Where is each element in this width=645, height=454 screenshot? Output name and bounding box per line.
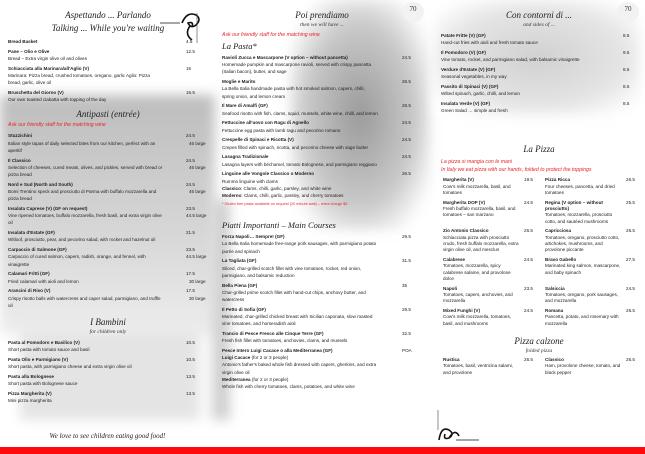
pizza-description: Tomatoes, capers, anchovies, and mozzarella	[443, 291, 513, 304]
pizza-description: Cow's milk mozzarella, tomatoes, basil, and mushrooms	[443, 314, 512, 326]
variant-label: Luigi Cacace	[222, 355, 251, 361]
item-description: Crispy risotto balls with watercress and caper salad, parmigiano, and truffle oil	[8, 295, 161, 308]
menu-item	[222, 347, 422, 390]
pizza-price: 26.5	[626, 177, 635, 183]
menu-item	[8, 157, 208, 179]
item-price: 24.5	[186, 181, 195, 187]
menu-item	[8, 65, 208, 87]
item-name: Bruschetta del Giorno (V)	[8, 90, 64, 95]
large-label: large	[195, 164, 206, 170]
item-variant	[222, 192, 422, 199]
pizza-price: 25.5	[626, 199, 635, 205]
item-price: 24.5	[402, 137, 411, 143]
item-description: Fresh fish fillet with tomatoes, anchovies, clams, and mussels	[222, 338, 348, 344]
menu-item	[8, 339, 208, 353]
pizza-price: 24.5	[524, 256, 533, 262]
item-price: 24.5	[402, 154, 411, 160]
item-large-price: 44.5 large	[186, 254, 207, 260]
section-subtitle: Talking ... While you're waiting	[51, 23, 165, 33]
mains-list	[222, 233, 422, 390]
variant-text: Whole fish with cherry tomatoes, clams, potatoes, and white wine	[222, 384, 355, 390]
menu-item	[8, 181, 208, 203]
pizza-description: Fresh buffalo mozzarella, basil, and tomatoes – san marzano	[443, 206, 516, 218]
item-description: Seafood risotto with fish, clams, squid, mussels, white wine, chilli, and lemon	[222, 110, 378, 116]
column-starters	[8, 10, 208, 407]
item-description: Hand-cut fries with aioli and fresh tomato sauce	[441, 40, 538, 46]
menu-item	[222, 102, 422, 116]
item-description: Bomi Trentino speck and prosciutto di Parma with buffalo mozzarella and pizza bread	[8, 189, 157, 202]
item-name: Pesce Intero Luigi Cacace o alla Mediterranea (GF)	[222, 348, 333, 354]
pizza-description: Four cheeses, pancetta, and dried tomatoes	[545, 183, 615, 196]
item-price: 12.5	[186, 48, 195, 54]
pizza-name: Pizza Ricca	[545, 177, 571, 183]
footer-tagline: We love to see children eating good food!	[49, 432, 166, 440]
pizza-name: Salsiccia	[545, 285, 565, 291]
pizza-description: Marinated king salmon, mascarpone, and baby spinach	[545, 263, 621, 275]
item-description: Short pasta with tomato sauce and basil	[8, 347, 90, 353]
item-description: Carpaccio of cured salmon, capers, radish, orange, and fennel, with vinaigrette	[8, 254, 146, 267]
pizza-description: Tomatoes, mozzarella, spicy calabrese salame, and provolone dolce	[443, 263, 511, 282]
item-name: Nord e Sud (North and South)	[8, 181, 73, 187]
menu-item	[8, 287, 208, 309]
item-name: Moglie e Marito	[222, 79, 256, 85]
menu-item	[441, 83, 637, 97]
item-description: Mini pizza margherita	[8, 398, 52, 404]
item-name: Crespelle di Spinaci e Ricotta (V)	[222, 137, 294, 143]
section-subtitle: and sides of ...	[523, 22, 555, 28]
menu-item	[8, 270, 208, 284]
item-name: Pizza Margherita (V)	[8, 391, 52, 397]
calzone-grid	[443, 357, 637, 379]
item-description: Bread – Extra virgin olive oil and olives	[8, 56, 87, 61]
item-name: Fettuccine all'uovo con Ragu di Agnello	[222, 120, 309, 126]
item-large-price: 46 large	[189, 189, 206, 194]
menu-item	[222, 330, 422, 344]
item-name: Arancini di Riso (V)	[8, 288, 51, 294]
menu-item	[222, 54, 422, 76]
item-name: Il Mare di Amalfi (GF)	[222, 103, 268, 109]
pizza-item	[443, 228, 535, 254]
menu-item	[441, 49, 637, 63]
calzone-subtitle: folded pizza	[525, 347, 553, 354]
item-description: La Bella Italia handmade pasta with hot smoked salmon, capers, chilli, spring onion, and lemon cream	[222, 86, 365, 99]
pizza-name: Napoli	[443, 285, 458, 291]
variant-text: Antonio's father's baked whole fish dressed with capers, gherkins, and extra virgin olive oil	[222, 362, 377, 375]
item-description: Fried calamari with aioli and lemon	[8, 278, 79, 284]
wine-note: Ask our friendly staff for the matching wine	[8, 122, 106, 129]
item-name: Stuzzichini	[8, 133, 32, 139]
item-description: Our own toasted ciabatta with topping of the day	[8, 97, 107, 103]
menu-item	[222, 119, 422, 133]
item-description: Homemade pumpkin and mascarpone ravioli, served with crispy pancetta (Italian bacon), butter, and sage	[222, 62, 372, 75]
menu-item	[8, 356, 208, 370]
pizza-name: Classico	[545, 356, 564, 362]
pizza-price: 26.5	[626, 228, 635, 234]
pizza-price: 24.5	[626, 285, 635, 291]
item-description: Crepes filled with spinach, ricotta, and pecorino cheese with sage butter	[222, 144, 369, 150]
item-name: Bread Basket	[8, 39, 38, 44]
pizza-item	[545, 200, 637, 226]
pizza-name: Margherita (V)	[443, 177, 474, 183]
item-price: 23.5	[186, 247, 195, 253]
item-name: Il Petto di Sofia (GF)	[222, 306, 266, 312]
item-name: Calamari Fritti (GF)	[8, 271, 50, 277]
pasta-list	[222, 54, 422, 199]
item-description: Witloof, prosciutto, pear, and pecorino salad, with rocket and hazelnut oil	[8, 237, 156, 243]
item-description: Lasagna layers with béchamel, tomato Bolognese, and parmigiano reggiano	[222, 161, 377, 167]
item-price: 26.5	[402, 171, 411, 177]
variant-label: Classico	[222, 185, 241, 191]
item-name: Schiacciata alla Marinara/all'Aglio (V)	[8, 65, 90, 71]
item-description: Marinated, char-grilled chicked breast with Sicilian caponata, slow roasted vine tomatoes, and horseradish aioli	[222, 314, 373, 327]
item-name: Bella Piena (GF)	[222, 282, 258, 288]
item-price: 8.5	[623, 67, 630, 72]
pizza-name: Bravo Gabello	[545, 256, 577, 262]
section-subtitle: then we will have ...	[300, 22, 344, 28]
item-name: Insalata Caprese (V) (GF on request)	[8, 206, 88, 212]
pizza-name: Margherita DOP (V)	[443, 199, 486, 205]
large-label: large	[195, 278, 206, 284]
menu-item	[222, 257, 422, 279]
variant-text: (for 2 or 3 people)	[250, 355, 289, 361]
item-price: 21.5	[186, 230, 195, 236]
bambini-title: I Bambini	[90, 317, 126, 328]
menu-item	[8, 373, 208, 387]
pizza-price: 19.5	[524, 177, 533, 183]
item-description: Seasonal vegetables, in my way	[441, 74, 507, 80]
item-variant	[222, 361, 422, 375]
item-price: 24.5	[186, 157, 195, 163]
item-price: 13.5	[186, 374, 195, 380]
pizza-price: 27.5	[626, 256, 635, 262]
item-name: Pasta alla Bolognese	[8, 374, 54, 380]
pizza-price: 24.5	[524, 199, 533, 205]
item-description: Vine tomato, rocket, and parmigiano salad, with balsamic vinaigrette	[441, 57, 580, 63]
pizza-description: Tomatoes, mozzarella, prosciutto cotto, and sautéed mushrooms	[545, 212, 613, 224]
large-label: large	[196, 254, 207, 260]
item-variant	[222, 354, 422, 361]
large-label: large	[195, 140, 206, 146]
pizza-price: 26.5	[524, 356, 533, 362]
item-large-price: 30 large	[189, 295, 206, 301]
large-label: large	[195, 189, 206, 194]
pizza-item	[545, 357, 637, 376]
item-large-price: 46 large	[189, 140, 206, 146]
pizza-description: Tomatoes, oregano, pork sausages, and mozzarella	[545, 291, 619, 304]
pizza-item	[443, 286, 535, 305]
pizza-item	[545, 228, 637, 254]
bottom-red-band	[0, 447, 645, 454]
antipasti-list	[8, 132, 208, 309]
item-price: 15	[186, 65, 192, 71]
pizza-price: 24.5	[524, 307, 533, 313]
pizza-price: 26.5	[626, 307, 635, 313]
item-description: Vine ripened tomatoes, buffalo mozzarella, fresh basil, and extra virgin olive oil	[8, 213, 162, 226]
menu-item	[222, 170, 422, 199]
item-description: La Bella Italia homemade free-range pork sausages, with parmigiano potato purée and spinach	[222, 241, 377, 254]
pizza-price: 26.5	[626, 356, 635, 362]
section-title: Aspettando ... Parlando	[65, 10, 151, 20]
item-large-price: 44.5 large	[186, 213, 207, 219]
wine-note: Ask our friendly staff for the matching wine	[222, 32, 320, 38]
item-name: Ravioli Zucca e Mascarpone (V option – without pancetta)	[222, 55, 348, 60]
variant-text: (for 2 or 3 people)	[250, 376, 289, 382]
menu-item	[8, 205, 208, 227]
bambini-list	[8, 339, 208, 404]
item-large-price: 30 large	[189, 278, 206, 284]
antipasti-title: Antipasti (entrée)	[76, 109, 140, 120]
item-large-price: 46 large	[189, 164, 206, 170]
item-price: 8.5	[623, 84, 630, 89]
pizza-item	[443, 308, 535, 327]
item-description: Marinara: Pizza bread, crushed tomatoes, oregano, garlic Aglio: Pizza bread, garlic, olive oil	[8, 73, 150, 86]
pizza-description: Tomatoes, oregano, prosciutto cotto, artichokes, mushrooms, and provolone piccante	[545, 234, 620, 253]
item-name: Trancio di Pesce Fresco alle Cinque Terre (GF)	[222, 331, 324, 337]
menu-item	[222, 78, 422, 100]
pizza-item	[545, 177, 637, 196]
item-name: Lasagna Tradizionale	[222, 154, 269, 160]
pizza-name: Zio Antonio Classico	[443, 228, 489, 234]
variant-label: Moderno	[222, 193, 242, 199]
pizza-note-italian: La pizza si mangia con le mani	[441, 159, 512, 166]
item-price: 8.5	[623, 33, 630, 38]
item-price: 35	[402, 282, 408, 288]
calzone-title: Pizza calzone	[514, 335, 564, 346]
item-name: La Tagliata (GF)	[222, 258, 257, 264]
large-label: large	[195, 295, 206, 301]
item-variant	[222, 185, 422, 192]
item-name: Insalata d'Estate (GF)	[8, 230, 55, 236]
pizza-name: Rustica	[443, 356, 460, 362]
pasta-title: La Pasta*	[222, 41, 257, 51]
item-price: 31.5	[402, 258, 411, 264]
item-name: Carpaccio di Salmone (GF)	[8, 247, 67, 253]
flourish-ornament-icon	[160, 8, 205, 43]
pizza-price: 23.5	[524, 285, 533, 291]
pizza-name: Capricciosa	[545, 228, 572, 234]
item-price: 29.5	[402, 234, 411, 240]
menu-item	[8, 390, 208, 404]
menu-item	[8, 48, 208, 62]
item-price: 26.5	[402, 79, 411, 85]
pizza-name: Romana	[545, 307, 564, 313]
item-name: Il Pomodoro (V) (GF)	[441, 50, 486, 55]
menu-item	[222, 306, 422, 328]
item-description: Selection of cheeses, cured meats, olives, and pickles, served with bread or pizza bread	[8, 164, 163, 178]
item-description: Sliced, char-grilled scotch fillet with vine tomatoes, rocket, red onion, parmigiano, and balsamic reduction	[222, 265, 362, 278]
menu-item	[8, 229, 208, 243]
anniversary-logo: 70	[402, 2, 424, 22]
item-description: Wilted spinach, garlic, chilli, and lemon	[441, 91, 520, 97]
item-price: 24.5	[186, 133, 195, 139]
menu-item	[222, 136, 422, 150]
item-description: Short pasta, with parmigiano cheese and extra virgin olive oil	[8, 364, 132, 370]
item-price: 10.5	[186, 357, 195, 363]
menu-item	[8, 246, 208, 268]
item-price: 4.5	[186, 39, 193, 44]
menu-item	[222, 282, 422, 304]
item-price: 23.5	[186, 206, 195, 212]
item-name: Pasta Olio e Parmigiano (V)	[8, 357, 68, 363]
section-title: Con contorni di ...	[505, 10, 572, 20]
menu-item	[222, 153, 422, 167]
pizza-description: Tomatoes, basil, ventricina salami, and provolone	[443, 363, 513, 375]
item-price: 9.5	[623, 50, 630, 55]
pizza-title: La Pizza	[523, 144, 555, 155]
item-price: POA	[402, 348, 412, 354]
item-price: 26.5	[402, 103, 411, 109]
gluten-free-note: * Gluten free pasta available on request (20 minute wait) – extra charge $5	[222, 202, 348, 207]
item-name: Insalata Verde (V) (GF)	[441, 101, 491, 106]
item-price: 17.5	[186, 288, 195, 294]
pizza-name: Regina (V option – without prosciutto)	[545, 199, 603, 212]
pizza-grid	[443, 177, 637, 330]
menu-item	[222, 233, 422, 255]
item-price: 16.5	[186, 90, 195, 95]
large-label: large	[196, 213, 207, 219]
item-name: Forza Napoli… Sempre! (GF)	[222, 234, 285, 240]
menu-item	[441, 100, 637, 114]
item-name: Il Classico	[8, 157, 31, 163]
item-price: 10.5	[186, 340, 195, 346]
starters-list	[8, 38, 208, 103]
pizza-item	[443, 177, 535, 196]
item-description: Fettuccine egg pasta with lamb ragu and pecorino romano	[222, 127, 341, 133]
section-title: Poi prendiamo	[295, 10, 349, 20]
item-variant	[222, 376, 422, 383]
pizza-description: Pancetta, potato, and rosemary with mozzarella	[545, 314, 619, 326]
bambini-subtitle: for children only	[89, 329, 127, 336]
pizza-item	[443, 257, 535, 283]
item-price: 32.5	[402, 331, 411, 337]
item-price: 13.5	[186, 391, 195, 397]
item-description: Char-grilled prime scotch fillet with hand-cut chips, anchovy butter, and watercress	[222, 289, 366, 303]
item-price: 17.5	[186, 271, 195, 277]
item-name: Pasta al Pomodoro e Basilico (V)	[8, 340, 80, 346]
item-price: 24.5	[402, 55, 411, 60]
item-name: Patate Fritte (V) (GF)	[441, 33, 486, 38]
item-name: Linguine alle Vongole Classico o Moderno	[222, 171, 315, 177]
item-description: Italian style tapas of daily selected bites from our kitchen, perfect with an aperitif	[8, 140, 156, 153]
item-description: Rummo linguine with clams	[222, 178, 278, 184]
pizza-description: Schiacciata pizza with prosciutto crudo, fresh buffalo mozzarella, extra virgin olive oil, and mesclun	[443, 234, 519, 253]
menu-item	[441, 32, 637, 46]
pizza-item	[443, 200, 535, 226]
anniversary-logo: 70	[617, 2, 639, 22]
mains-title: Piatti Importanti – Main Courses	[222, 220, 336, 231]
item-description: Short pasta with Bolognese sauce	[8, 381, 78, 387]
item-name: Pane – Olio e Olive	[8, 48, 50, 54]
menu-item	[441, 66, 637, 80]
item-description: Green Salad … simple and fresh	[441, 108, 508, 114]
variant-label: Mediterranea	[222, 376, 251, 382]
column-mains	[222, 10, 422, 393]
pizza-item	[545, 308, 637, 327]
item-price: 29.5	[402, 306, 411, 312]
pizza-item	[545, 257, 637, 283]
item-price: 8.5	[623, 101, 630, 106]
pizza-description: Ham, provolone cheese, tomato, and black pepper	[545, 363, 621, 375]
pizza-name: Mixed Funghi (V)	[443, 307, 481, 313]
pizza-note-english: In Italy we eat pizza with our hands, folded to protect the toppings	[441, 167, 592, 174]
pizza-price: 26.5	[524, 228, 533, 234]
column-sides-pizza	[441, 10, 637, 379]
variant-text: : Clams, chilli, garlic, parsley, and cherry tomatoes	[241, 193, 344, 199]
variant-text: : Clams, chilli, garlic, parsley, and white wine	[240, 185, 332, 191]
pizza-item	[545, 286, 637, 305]
menu-item	[8, 89, 208, 103]
sides-list	[441, 32, 637, 114]
item-name: Passito di Spinaci (V) (GF)	[441, 84, 499, 89]
menu-item	[8, 132, 208, 154]
item-name: Verdure d'Estate (V) (GF)	[441, 67, 496, 72]
item-price: 24.5	[402, 120, 411, 126]
pizza-description: Cow's milk mozzarella, basil, and tomatoes	[443, 183, 511, 196]
flourish-ornament-icon	[434, 410, 479, 445]
item-variant	[222, 383, 422, 390]
pizza-item	[443, 357, 535, 376]
pizza-name: Calabrese	[443, 256, 465, 262]
